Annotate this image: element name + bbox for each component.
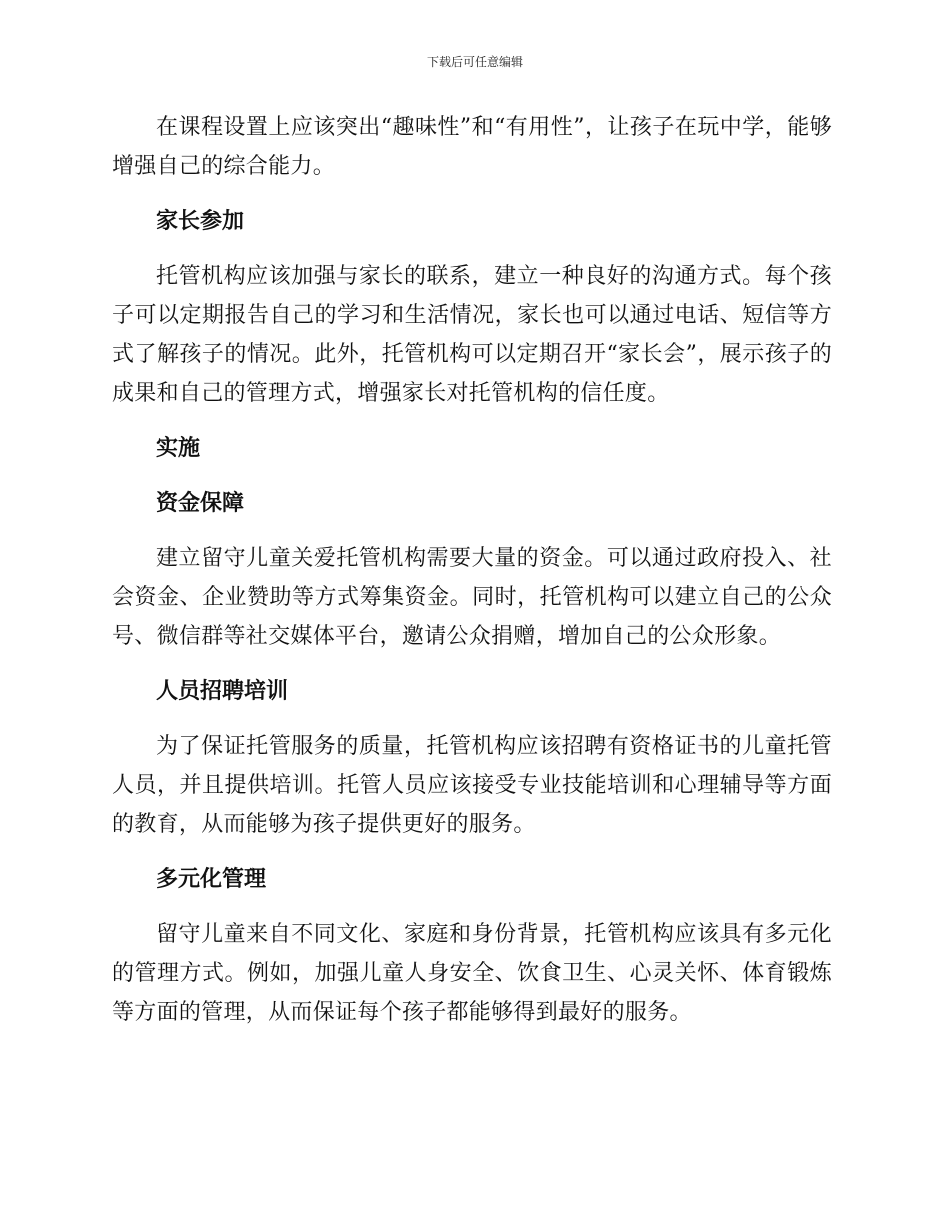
heading-staff-training: 人员招聘培训 bbox=[156, 679, 289, 704]
paragraph-funding: 建立留守儿童关爱托管机构需要大量的资金。可以通过政府投入、社会资金、企业赞助等方式筹集资金。同时，托管机构可以建立自己的公众号、微信群等社交媒体平台，邀请公众捐赠，增加自己的公众形象。 bbox=[112, 546, 832, 649]
paragraph-curriculum: 在课程设置上应该突出“趣味性”和“有用性”，让孩子在玩中学，能够增强自己的综合能力。 bbox=[112, 115, 832, 179]
page-header: 下载后可任意编辑 bbox=[426, 55, 523, 69]
heading-implementation: 实施 bbox=[156, 436, 201, 461]
heading-diversified-management: 多元化管理 bbox=[156, 867, 267, 892]
paragraph-diversified-management: 留守儿童来自不同文化、家庭和身份背景，托管机构应该具有多元化的管理方式。例如，加强儿童人身安全、饮食卫生、心灵关怀、体育锻炼等方面的管理，从而保证每个孩子都能够得到最好的服务。 bbox=[112, 922, 832, 1025]
heading-funding: 资金保障 bbox=[156, 491, 245, 516]
document-body bbox=[112, 108, 832, 1048]
heading-parent-participation: 家长参加 bbox=[156, 209, 245, 234]
paragraph-staff-training: 为了保证托管服务的质量，托管机构应该招聘有资格证书的儿童托管人员，并且提供培训。托管人员应该接受专业技能培训和心理辅导等方面的教育，从而能够为孩子提供更好的服务。 bbox=[112, 734, 832, 837]
paragraph-parent-participation: 托管机构应该加强与家长的联系，建立一种良好的沟通方式。每个孩子可以定期报告自己的学习和生活情况，家长也可以通过电话、短信等方式了解孩子的情况。此外，托管机构可以定期召开“家长会”，展示孩子的成果和自己的管理方式，增强家长对托管机构的信任度。 bbox=[112, 264, 832, 406]
